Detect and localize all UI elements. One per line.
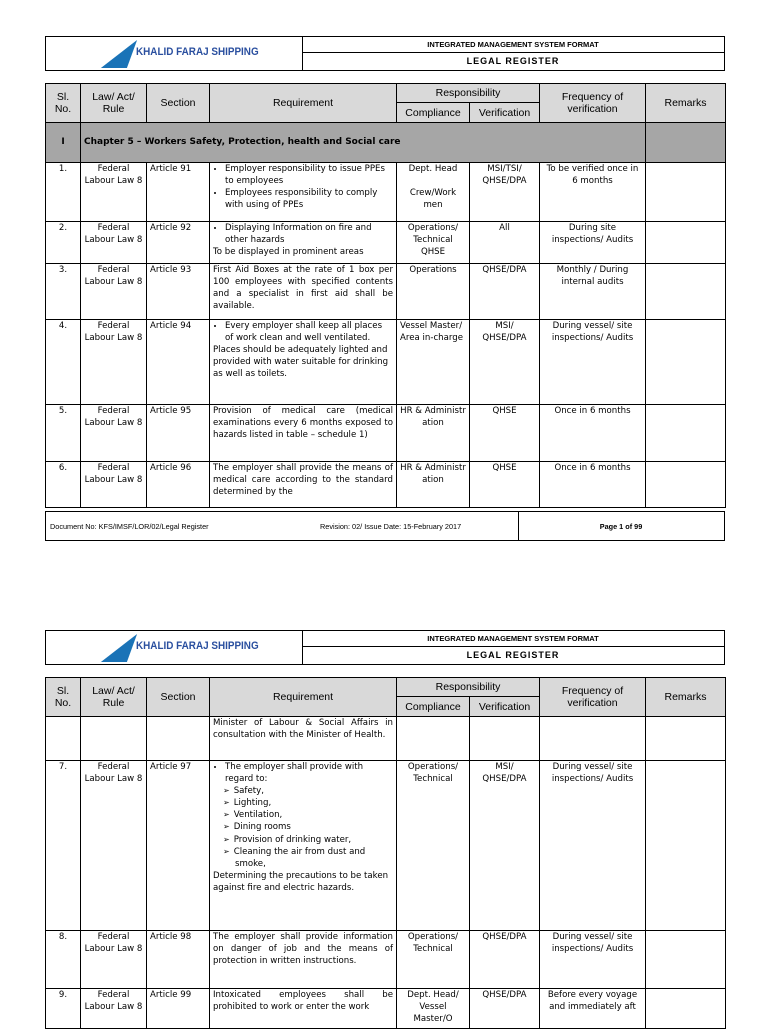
row-remarks: [646, 989, 726, 1029]
row-compliance: Operations/ Technical: [397, 761, 470, 931]
requirement-text: Determining the precautions to be taken against fire and electric hazards.: [213, 870, 389, 893]
row-section: Article 93: [147, 264, 210, 320]
company-logo: [46, 37, 303, 70]
row-remarks: [646, 405, 726, 462]
row-compliance: Dept. Head/ Vessel Master/O: [397, 989, 470, 1029]
row-section: Article 92: [147, 222, 210, 264]
row-verification: MSI/ QHSE/DPA: [470, 320, 540, 405]
col-remarks: Remarks: [646, 678, 726, 717]
row-section: Article 98: [147, 931, 210, 989]
requirement-bullet: • Displaying Information on fire and other hazards: [225, 222, 393, 246]
row-requirement: [210, 761, 397, 931]
format-title: INTEGRATED MANAGEMENT SYSTEM FORMAT: [302, 631, 724, 647]
table-row: [46, 264, 726, 320]
page-footer: [45, 511, 725, 541]
row-law: Federal Labour Law 8: [81, 320, 147, 405]
table-row: [46, 761, 726, 931]
row-law: Federal Labour Law 8: [81, 405, 147, 462]
row-remarks: [646, 222, 726, 264]
requirement-sub-item: ➢ Lighting,: [235, 797, 393, 809]
col-remarks: Remarks: [646, 84, 726, 123]
row-frequency: Monthly / During internal audits: [540, 264, 646, 320]
col-sl-no: Sl. No.: [46, 678, 81, 717]
row-section: Article 97: [147, 761, 210, 931]
requirement-text: To be displayed in prominent areas: [213, 247, 364, 258]
document-title: LEGAL REGISTER: [466, 650, 560, 660]
row-frequency: During vessel/ site inspections/ Audits: [540, 320, 646, 405]
row-no: [46, 717, 81, 761]
col-frequency: Frequency of verification: [540, 84, 646, 123]
row-law: Federal Labour Law 8: [81, 163, 147, 222]
row-remarks: [646, 717, 726, 761]
row-compliance: Operations/ Technical QHSE: [397, 222, 470, 264]
row-law: Federal Labour Law 8: [81, 462, 147, 508]
row-requirement: [210, 222, 397, 264]
row-no: 7.: [46, 761, 81, 931]
compliance-text: Dept. Head: [408, 164, 458, 174]
legal-register-table: [45, 677, 726, 1029]
col-requirement: Requirement: [210, 84, 397, 123]
chapter-row: [46, 123, 726, 163]
table-row: [46, 989, 726, 1029]
row-no: 9.: [46, 989, 81, 1029]
brand-name: KHALID FARAJ SHIPPING: [136, 640, 259, 652]
row-frequency: During site inspections/ Audits: [540, 222, 646, 264]
row-law: Federal Labour Law 8: [81, 761, 147, 931]
requirement-bullet: • Every employer shall keep all places of work clean and well ventilated.: [225, 320, 393, 344]
row-frequency: During vessel/ site inspections/ Audits: [540, 931, 646, 989]
table-row: [46, 222, 726, 264]
row-verification: QHSE/DPA: [470, 931, 540, 989]
col-verification: Verification: [470, 103, 540, 123]
row-remarks: [646, 320, 726, 405]
row-requirement: Provision of medical care (medical examinations every 6 months exposed to hazards listed in table – schedule 1): [210, 405, 397, 462]
row-requirement: [210, 163, 397, 222]
requirement-sub-item: ➢ Cleaning the air from dust and smoke,: [235, 846, 393, 870]
row-law: Federal Labour Law 8: [81, 222, 147, 264]
row-frequency: [540, 717, 646, 761]
row-law: [81, 717, 147, 761]
chapter-remarks: [646, 123, 726, 163]
row-verification: MSI/ QHSE/DPA: [470, 761, 540, 931]
col-law: Law/ Act/ Rule: [81, 84, 147, 123]
col-sl-no: Sl. No.: [46, 84, 81, 123]
col-responsibility: Responsibility: [397, 84, 540, 103]
requirement-bullet: • The employer shall provide with regard to:: [225, 761, 393, 785]
row-frequency: To be verified once in 6 months: [540, 163, 646, 222]
row-law: Federal Labour Law 8: [81, 931, 147, 989]
row-compliance: HR & Administration: [397, 405, 470, 462]
requirement-sub-item: ➢ Provision of drinking water,: [235, 834, 393, 846]
chapter-title: Chapter 5 – Workers Safety, Protection, health and Social care: [81, 123, 646, 163]
row-compliance: HR & Administration: [397, 462, 470, 508]
legal-register-table: [45, 83, 726, 508]
row-requirement: The employer shall provide the means of medical care according to the standard determined by the: [210, 462, 397, 508]
requirement-sub-item: ➢ Ventilation,: [235, 809, 393, 821]
row-compliance: Operations: [397, 264, 470, 320]
row-frequency: Once in 6 months: [540, 405, 646, 462]
col-law: Law/ Act/ Rule: [81, 678, 147, 717]
row-no: 4.: [46, 320, 81, 405]
row-remarks: [646, 462, 726, 508]
row-verification: QHSE: [470, 462, 540, 508]
row-section: Article 96: [147, 462, 210, 508]
row-section: Article 94: [147, 320, 210, 405]
row-section: Article 95: [147, 405, 210, 462]
row-law: Federal Labour Law 8: [81, 264, 147, 320]
requirement-bullet: • Employees responsibility to comply with using of PPEs: [225, 187, 393, 211]
col-compliance: Compliance: [397, 103, 470, 123]
table-row: [46, 462, 726, 508]
row-compliance: Vessel Master/ Area in-charge: [397, 320, 470, 405]
row-requirement: Minister of Labour & Social Affairs in consultation with the Minister of Health.: [210, 717, 397, 761]
col-section: Section: [147, 84, 210, 123]
col-section: Section: [147, 678, 210, 717]
row-remarks: [646, 163, 726, 222]
row-verification: QHSE/DPA: [470, 264, 540, 320]
row-compliance: [397, 717, 470, 761]
row-requirement: The employer shall provide information on danger of job and the means of protection in written instructions.: [210, 931, 397, 989]
row-verification: QHSE: [470, 405, 540, 462]
row-frequency: Before every voyage and immediately aft: [540, 989, 646, 1029]
shark-fin-icon: [101, 40, 137, 68]
table-row: [46, 163, 726, 222]
row-section: Article 99: [147, 989, 210, 1029]
row-compliance: Operations/ Technical: [397, 931, 470, 989]
requirement-sub-item: ➢ Safety,: [235, 785, 393, 797]
requirement-sub-item: ➢ Dining rooms: [235, 821, 393, 833]
row-verification: All: [470, 222, 540, 264]
row-section: [147, 717, 210, 761]
shark-fin-icon: [101, 634, 137, 662]
footer-document-no: Document No: KFS/IMSF/LOR/02/Legal Register: [50, 522, 209, 531]
row-requirement: [210, 320, 397, 405]
footer-page-number: Page 1 of 99: [599, 522, 643, 531]
row-remarks: [646, 931, 726, 989]
table-row: [46, 320, 726, 405]
row-remarks: [646, 761, 726, 931]
row-requirement: First Aid Boxes at the rate of 1 box per 100 employees with specified contents and a specialist in first aid shall be available.: [210, 264, 397, 320]
col-compliance: Compliance: [397, 697, 470, 717]
row-no: 2.: [46, 222, 81, 264]
company-logo: [46, 631, 303, 664]
row-no: 3.: [46, 264, 81, 320]
requirement-bullet: • Employer responsibility to issue PPEs to employees: [225, 163, 393, 187]
requirement-text: Places should be adequately lighted and provided with water suitable for drinking as well as toilets.: [213, 345, 389, 380]
col-verification: Verification: [470, 697, 540, 717]
row-compliance: [397, 163, 470, 222]
table-row: [46, 931, 726, 989]
table-row: [46, 717, 726, 761]
col-responsibility: Responsibility: [397, 678, 540, 697]
table-row: [46, 405, 726, 462]
row-no: 1.: [46, 163, 81, 222]
row-verification: [470, 717, 540, 761]
brand-name: KHALID FARAJ SHIPPING: [136, 46, 259, 58]
col-frequency: Frequency of verification: [540, 678, 646, 717]
row-frequency: Once in 6 months: [540, 462, 646, 508]
row-remarks: [646, 264, 726, 320]
page-header: [45, 630, 725, 665]
row-no: 5.: [46, 405, 81, 462]
row-requirement: Intoxicated employees shall be prohibited to work or enter the work: [210, 989, 397, 1029]
page-header: [45, 36, 725, 71]
col-requirement: Requirement: [210, 678, 397, 717]
format-title: INTEGRATED MANAGEMENT SYSTEM FORMAT: [302, 37, 724, 53]
row-law: Federal Labour Law 8: [81, 989, 147, 1029]
footer-revision: Revision: 02/ Issue Date: 15-February 2017: [320, 522, 462, 531]
document-title: LEGAL REGISTER: [466, 56, 560, 66]
row-no: 6.: [46, 462, 81, 508]
row-frequency: During vessel/ site inspections/ Audits: [540, 761, 646, 931]
row-no: 8.: [46, 931, 81, 989]
row-section: Article 91: [147, 163, 210, 222]
compliance-text: Crew/Work men: [409, 188, 457, 211]
chapter-no: I: [46, 123, 81, 163]
row-verification: QHSE/DPA: [470, 989, 540, 1029]
row-verification: MSI/TSI/ QHSE/DPA: [470, 163, 540, 222]
